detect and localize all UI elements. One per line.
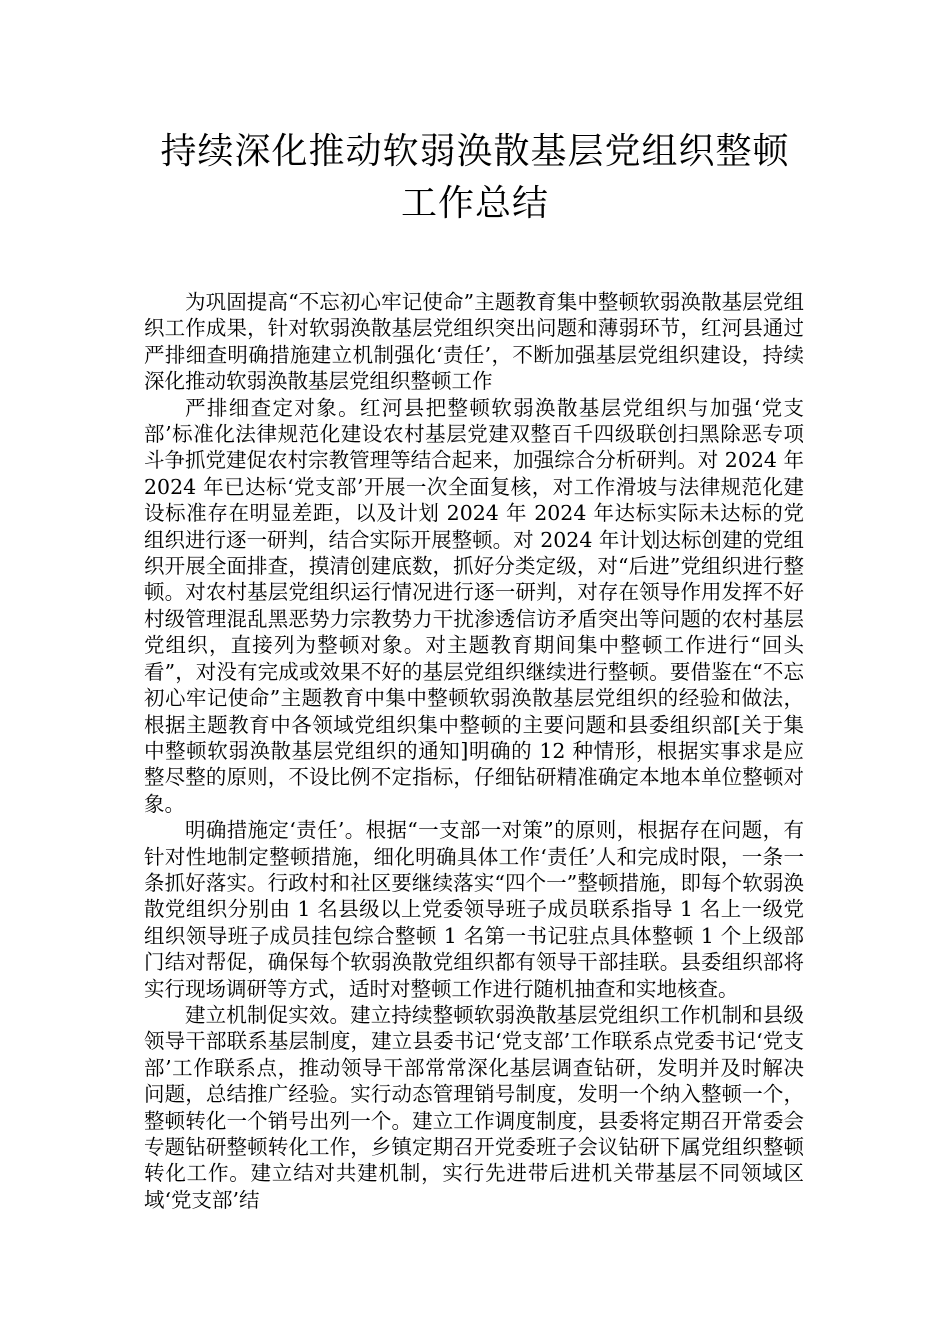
paragraph-define-measures: 明确措施定‘责任’。根据“一支部一对策”的原则，根据存在问题，有针对性地制定整顿措施，细化明确具体工作‘责任’人和完成时限，一条一条抓好落实。行政村和社区要继续落实“四个一”整顿措施，即每个软弱涣散党组织分别由 1 名县级以上党委领导班子成员联系指导 1 名上一级党组织领导班子成员挂包综合整顿 1 名第一书记驻点具体整顿 1 个上级部门结对帮促，确保每个软弱涣散党组织都有领导干部挂联。县委组织部将实行现场调研等方式，适时对整顿工作进行随机抽查和实地核查。 [144, 818, 804, 1001]
paragraph-identify-targets: 严排细查定对象。红河县把整顿软弱涣散基层党组织与加强‘党支部’标准化法律规范化建设农村基层党建双整百千四级联创扫黑除恶专项斗争抓党建促农村宗教管理等结合起来，加强综合分析研判。对 2024 年 2024 年已达标‘党支部’开展一次全面复核，对工作滑坡与法律规范化建设标准存在明显差距，以及计划 2024 年 2024 年达标实际未达标的党组织进行逐一研判，结合实际开展整顿。对 2024 年计划达标创建的党组织开展全面排查，摸清创建底数，抓好分类定级，对“后进”党组织进行整顿。对农村基层党组织运行情况进行逐一研判，对存在领导作用发挥不好村级管理混乱黑恶势力宗教势力干扰渗透信访矛盾突出等问题的农村基层党组织，直接列为整顿对象。对主题教育期间集中整顿工作进行“回头看”，对没有完成或效果不好的基层党组织继续进行整顿。要借鉴在“不忘初心牢记使命”主题教育中集中整顿软弱涣散基层党组织的经验和做法，根据主题教育中各领域党组织集中整顿的主要问题和县委组织部[关于集中整顿软弱涣散基层党组织的通知]明确的 12 种情形，根据实事求是应整尽整的原则，不设比例不定指标，仔细钻研精准确定本地本单位整顿对象。 [144, 395, 804, 816]
document-title [100, 126, 850, 230]
document-title-line-1: 持续深化推动软弱涣散基层党组织整顿 [160, 131, 790, 172]
paragraph-intro: 为巩固提高“不忘初心牢记使命”主题教育集中整顿软弱涣散基层党组织工作成果，针对软弱涣散基层党组织突出问题和薄弱环节，红河县通过严排细查明确措施建立机制强化‘责任’，不断加强基层党组织建设，持续深化推动软弱涣散基层党组织整顿工作 [144, 290, 804, 394]
paragraph-build-mechanisms: 建立机制促实效。建立持续整顿软弱涣散基层党组织工作机制和县级领导干部联系基层制度，建立县委书记‘党支部’工作联系点党委书记‘党支部’工作联系点，推动领导干部常常深化基层调查钻研，发明并及时解决问题，总结推广经验。实行动态管理销号制度，发明一个纳入整顿一个，整顿转化一个销号出列一个。建立工作调度制度，县委将定期召开常委会专题钻研整顿转化工作，乡镇定期召开党委班子会议钻研下属党组织整顿转化工作。建立结对共建机制，实行先进带后进机关带基层不同领域区域‘党支部’结 [144, 1002, 804, 1212]
document-title-line-2: 工作总结 [400, 183, 549, 224]
document-body [144, 289, 804, 1213]
